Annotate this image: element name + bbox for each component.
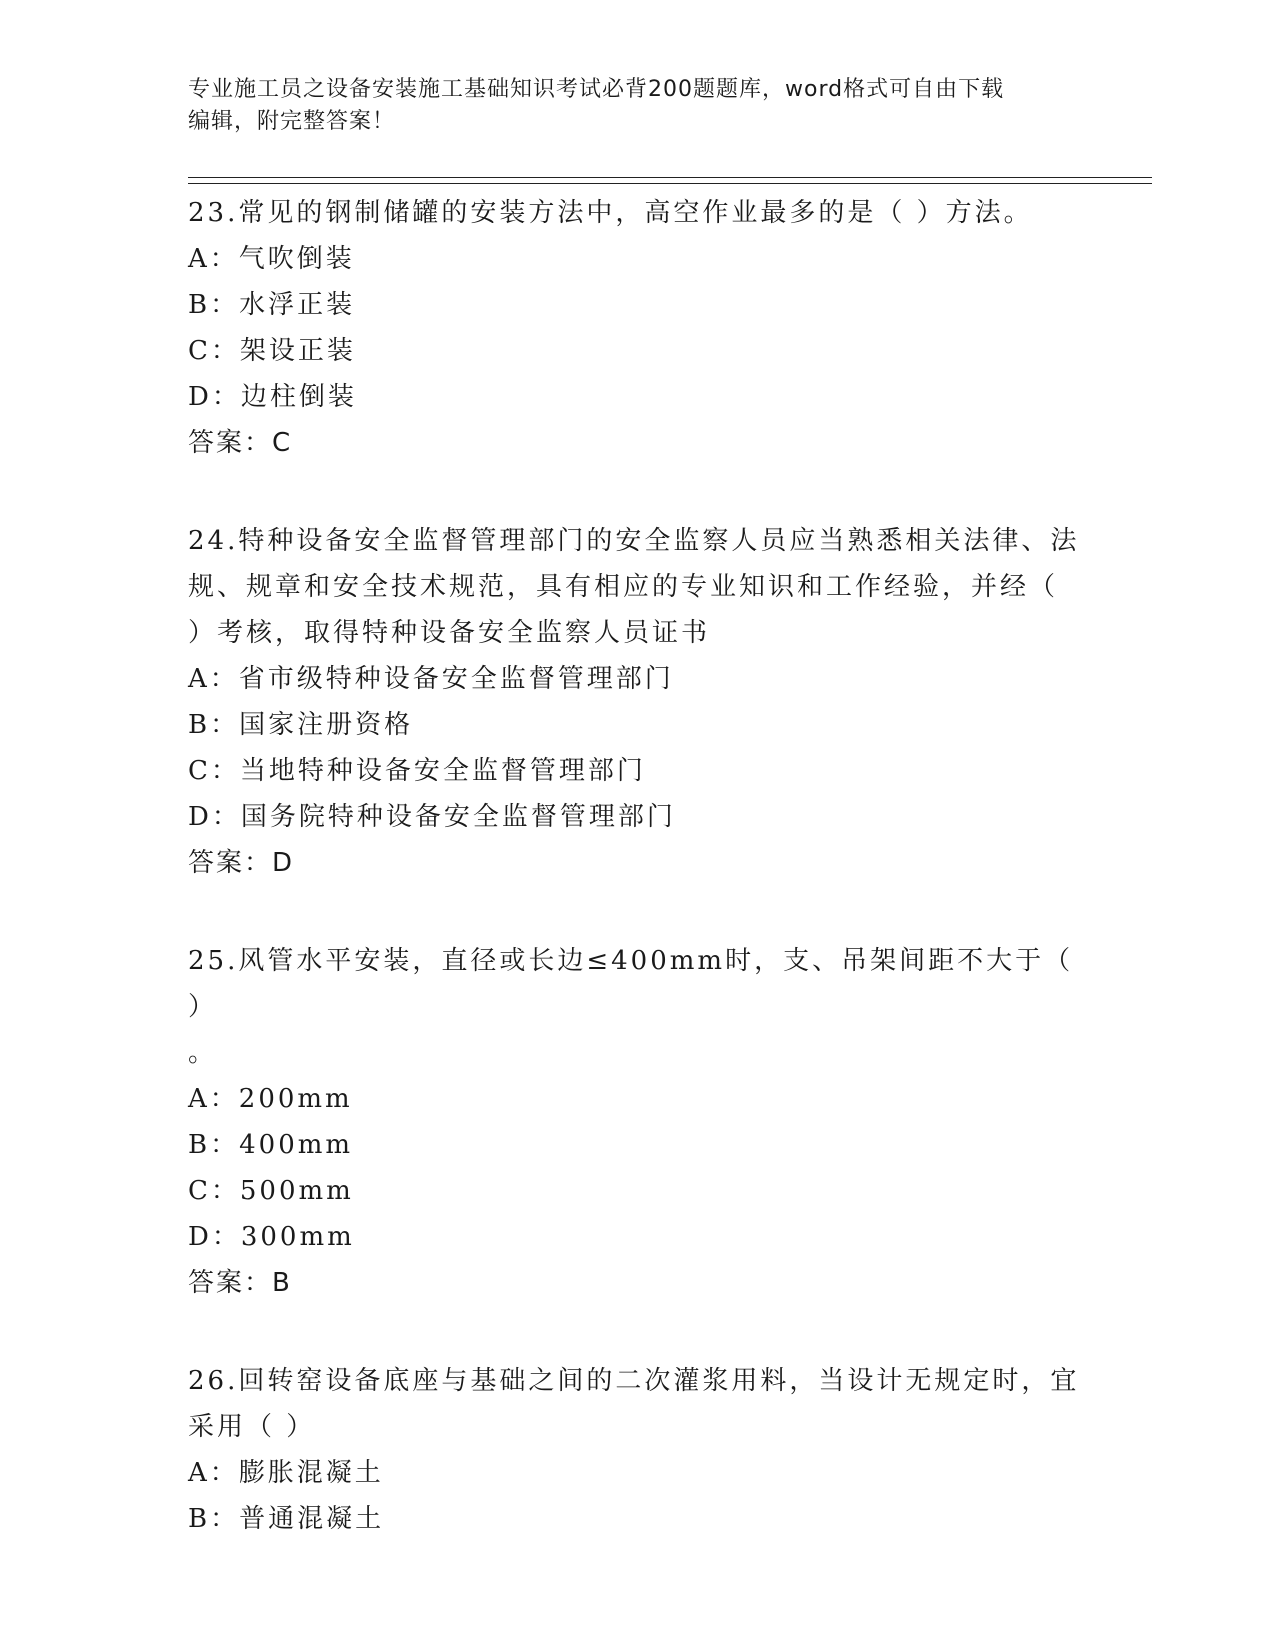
question-list (188, 190, 1088, 1594)
question-26 (188, 1358, 1088, 1542)
question-23 (188, 190, 1088, 466)
header-line-1: 专业施工员之设备安装施工基础知识考试必背200题题库，word格式可自由下载 (188, 77, 1005, 102)
option-a: A：气吹倒装 (188, 244, 355, 274)
question-stem: 采用（ ） (188, 1412, 316, 1442)
header-divider-top (188, 177, 1152, 178)
question-24 (188, 518, 1088, 886)
header-divider-bottom (188, 183, 1152, 184)
option-c: C：当地特种设备安全监督管理部门 (188, 756, 646, 786)
question-25 (188, 938, 1088, 1306)
option-c: C：500mm (188, 1176, 354, 1206)
question-stem: 23.常见的钢制储罐的安装方法中，高空作业最多的是（ ）方法。 (188, 198, 1033, 228)
option-c: C：架设正装 (188, 336, 356, 366)
question-stem: 25.风管水平安装，直径或长边≤400mm时，支、吊架间距不大于（ ） (188, 946, 1074, 1022)
option-a: A：200mm (188, 1084, 353, 1114)
question-stem: 。 (188, 1038, 218, 1068)
option-b: B：水浮正装 (188, 290, 356, 320)
question-stem: ）考核，取得特种设备安全监察人员证书 (188, 618, 711, 648)
answer: 答案：D (188, 848, 295, 878)
option-d: D：300mm (188, 1222, 355, 1252)
option-a: A：省市级特种设备安全监督管理部门 (188, 664, 674, 694)
question-stem: 规、规章和安全技术规范，具有相应的专业知识和工作经验，并经（ (188, 572, 1059, 602)
option-d: D：边柱倒装 (188, 382, 357, 412)
question-stem: 26.回转窑设备底座与基础之间的二次灌浆用料，当设计无规定时，宜 (188, 1366, 1080, 1396)
option-a: A：膨胀混凝土 (188, 1458, 384, 1488)
header-line-2: 编辑，附完整答案！ (188, 109, 396, 134)
option-b: B：国家注册资格 (188, 710, 414, 740)
document-header (188, 74, 1088, 138)
option-b: B：400mm (188, 1130, 354, 1160)
answer: 答案：C (188, 428, 293, 458)
option-b: B：普通混凝土 (188, 1504, 385, 1534)
answer: 答案：B (188, 1268, 292, 1298)
option-d: D：国务院特种设备安全监督管理部门 (188, 802, 676, 832)
question-stem: 24.特种设备安全监督管理部门的安全监察人员应当熟悉相关法律、法 (188, 526, 1080, 556)
